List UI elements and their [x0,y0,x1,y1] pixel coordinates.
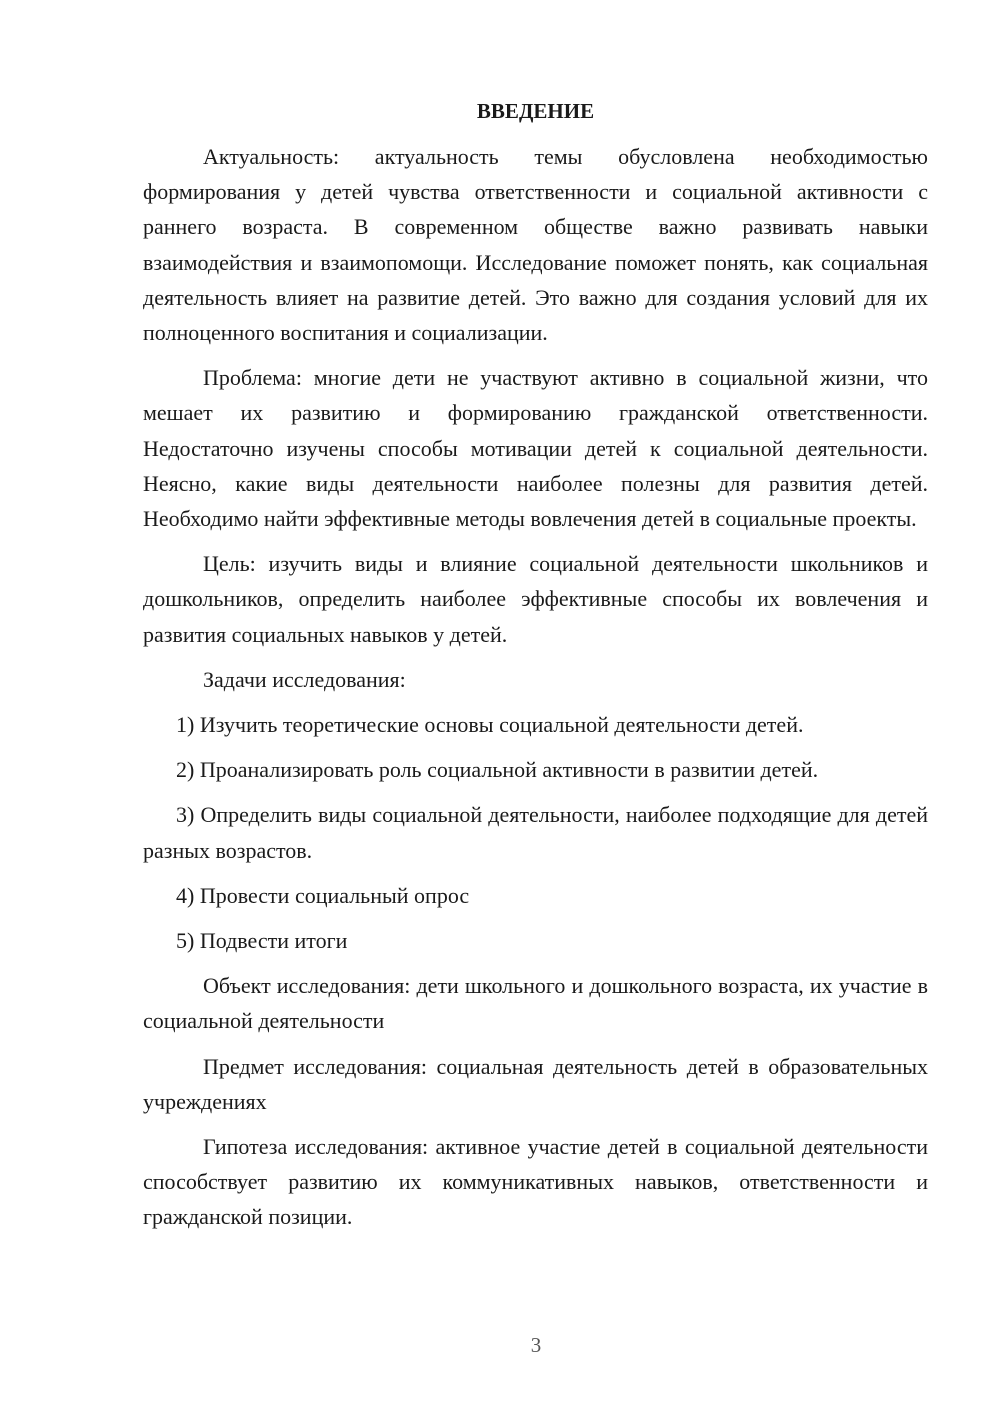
paragraph-problem: Проблема: многие дети не участвуют активно в социальной жизни, что мешает их развитию и формированию гражданской ответственности. Недостаточно изучены способы мотивации детей к социальной деятельности. Неясно, какие виды деятельности наиболее полезны для развития детей. Необходимо найти эффективные методы вовлечения детей в социальные проекты. [143,365,928,532]
paragraph-subject: Предмет исследования: социальная деятельность детей в образовательных учреждениях [143,1053,928,1114]
tasks-heading: Задачи исследования: [203,666,406,692]
paragraph-goal: Цель: изучить виды и влияние социальной деятельности школьников и дошкольников, определить наиболее эффективные способы их вовлечения и развития социальных навыков у детей. [143,551,928,647]
page-number: 3 [530,1333,542,1357]
paragraph-object: Объект исследования: дети школьного и дошкольного возраста, их участие в социальной деятельности [143,973,928,1034]
page-content [143,95,928,1245]
paragraph-hypothesis: Гипотеза исследования: активное участие детей в социальной деятельности способствует развитию их коммуникативных навыков, ответственности и гражданской позиции. [143,1134,928,1230]
task-item-2: 2) Проанализировать роль социальной активности в развитии детей. [176,757,819,783]
section-title: ВВЕДЕНИЕ [476,99,595,123]
paragraph-relevance: Актуальность: актуальность темы обусловлена необходимостью формирования у детей чувства ответственности и социальной активности с раннего возраста. В современном обществе важно развивать навыки взаимодействия и взаимопомощи. Исследование поможет понять, как социальная деятельность влияет на развитие детей. Это важно для создания условий для их полноценного воспитания и социализации. [143,144,928,346]
task-item-3: 3) Определить виды социальной деятельности, наиболее подходящие для детей разных возрастов. [143,802,928,863]
task-item-1: 1) Изучить теоретические основы социальной деятельности детей. [176,712,804,738]
task-item-5: 5) Подвести итоги [176,928,348,954]
task-item-4: 4) Провести социальный опрос [176,882,470,908]
